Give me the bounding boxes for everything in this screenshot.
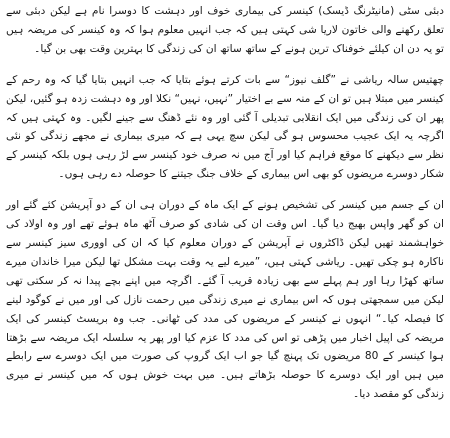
article-paragraph-3: ان کے جسم میں کینسر کی تشخیص ہونے کے ایک ماہ کے دوران ہی ان کے دو آپریشن کئے گئے اور ان کو گھر واپس بھیج دیا گیا۔ اس وقت ان کی شادی کو صرف آٹھ ماہ ہوئے تھے اور وہ اولاد کی خواہشمند تھیں لیکن ڈاکٹروں نے آپریشن کے دوران معلوم کیا کہ ان کی اووری سیز کینسر سے ناکارہ ہو چکی تھیں۔ ریاشی کہتی ہیں، ”میرے لیے یہ وقت بہت مشکل تھا لیکن میرا خاندان میرے ساتھ کھڑا رہا اور ہم پہلے سے بھی زیادہ قریب آ گئے۔ اگرچہ میں اپنے بچے پیدا نہ کر سکتی تھی لیکن میں سمجھتی ہوں کہ اس بیماری نے میری زندگی میں رحمت نازل کی اور میں نے کوگود لینے کا فیصلہ کیا۔“ انہوں نے کینسر کے مریضوں کی مدد کی ٹھانی۔ جب وہ بریسٹ کینسر کی ایک مریضہ کی اپیل اخبار میں پڑھی تو اس کی مدد کا عزم کیا اور پھر یہ سلسلہ ایک مریضہ سے بڑھتا ہوا کینسر کے 80 مریضوں تک پہنچ گیا جو اب ایک گروپ کی صورت میں ایک دوسرے سے رابطے میں ہیں اور ایک دوسرے کا حوصلہ بڑھاتے ہیں۔ میں بہت خوش ہوں کہ میں کینسر نے میری زندگی کو مقصد دیا۔ xyxy=(6,199,444,401)
article-paragraph-1: دبئی سٹی (مانیٹرنگ ڈیسک) کینسر کی بیماری خوف اور دہشت کا دوسرا نام ہے لیکن دبئی سے تعلق رکھنے والی خاتون لاریا شی کہتی ہیں کہ جب انہیں معلوم ہوا کہ وہ کینسر کی مریضہ ہیں تو یہ دن ان کیلئے خوفناک ترین ہونے کے ساتھ ساتھ ان کی زندگی کا بہترین وقت بھی بن گیا۔ xyxy=(6,5,444,55)
article-body xyxy=(6,2,444,416)
article-paragraph-2: چھتیس سالہ ریاشی نے ”گلف نیوز“ سے بات کرتے ہوئے بتایا کہ جب انہیں بتایا گیا کہ وہ رحم کے کینسر میں مبتلا ہیں تو ان کے منہ سے بے اختیار ”نہیں، نہیں“ نکلا اور وہ دہشت زدہ ہو گئیں، لیکن پھر ان کی زندگی میں ایک انقلابی تبدیلی آ گئی اور وہ نئے ڈھنگ سے جینے لگیں۔ وہ کہتی ہیں کہ اگرچہ یہ ایک عجیب محسوس ہو گی لیکن سچ یہی ہے کہ میری بیماری نے مجھے زندگی کو نئی نظر سے دیکھنے کا موقع فراہم کیا اور آج میں نہ صرف خود کینسر سے لڑ رہی ہوں بلکہ کینسر کے شکار دوسرے مریضوں کو بھی اس بیماری کے خلاف جنگ جیتنے کا حوصلہ دے رہی ہوں۔ xyxy=(6,73,444,181)
